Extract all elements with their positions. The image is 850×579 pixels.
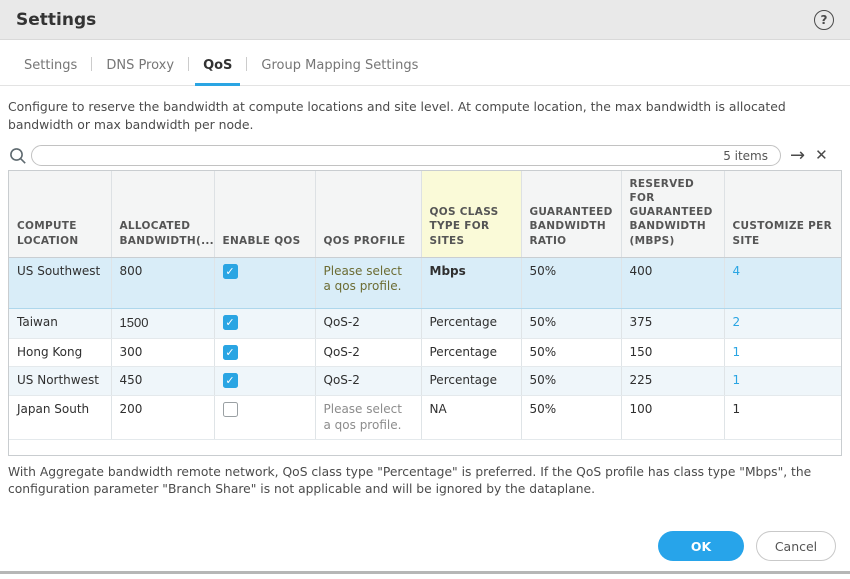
tab-dns-proxy[interactable]: DNS Proxy [106,58,175,73]
cell-allocated-bandwidth[interactable]: 1500 [119,314,149,330]
cell-guaranteed-ratio[interactable]: 50% [521,395,621,439]
enable-qos-checkbox[interactable] [223,345,238,360]
cell-qos-class-type[interactable]: Percentage [421,338,521,367]
cell-customize-per-site: 1 [724,395,841,439]
cell-allocated-bandwidth[interactable]: 800 [111,257,214,308]
table-empty-space [9,440,841,453]
cell-allocated-bandwidth[interactable]: 200 [111,395,214,439]
customize-per-site-link[interactable]: 1 [732,344,741,359]
help-icon[interactable]: ? [814,10,834,30]
tab-divider [91,57,92,71]
cell-reserved-bandwidth: 150 [621,338,724,367]
enable-qos-checkbox[interactable] [223,402,238,417]
table-row[interactable] [9,257,841,308]
col-qos-profile: QOS PROFILE [315,171,421,257]
enable-qos-checkbox[interactable] [223,315,238,330]
table-row[interactable] [9,308,841,338]
clear-filter-close-icon[interactable]: ✕ [815,146,828,165]
cell-qos-class-type[interactable]: Percentage [421,367,521,396]
col-reserved-guaranteed-bandwidth: RESERVED FOR GUARANTEED BANDWIDTH (MBPS) [621,171,724,257]
qos-table [8,170,842,456]
tab-divider [246,57,247,71]
cell-compute-location: Japan South [9,395,111,439]
enable-qos-checkbox[interactable] [223,264,238,279]
cell-qos-profile[interactable]: QoS-2 [315,338,421,367]
tab-settings[interactable]: Settings [24,58,78,73]
cell-qos-class-type[interactable]: Percentage [421,308,521,338]
enable-qos-checkbox[interactable] [223,373,238,388]
col-compute-location: COMPUTE LOCATION [9,171,111,257]
items-count-badge: 5 items [723,148,768,163]
cell-guaranteed-ratio[interactable]: 50% [521,308,621,338]
customize-per-site-link[interactable]: 1 [732,373,741,388]
dialog-actions [658,531,836,561]
cell-compute-location: Taiwan [9,308,111,338]
description-text: Configure to reserve the bandwidth at compute locations and site level. At compute location, the max bandwidth is allocated bandwidth or max bandwidth per node. [8,99,786,132]
search-icon [8,146,28,166]
title-bar [0,0,850,40]
table-header-row [9,171,841,257]
apply-filter-arrow-icon[interactable]: → [790,144,806,166]
cell-qos-class-type[interactable]: Mbps [429,263,466,278]
table-row[interactable] [9,338,841,367]
cell-qos-profile[interactable]: Please select a qos profile. [323,263,402,294]
footnote-text: With Aggregate bandwidth remote network, QoS class type "Percentage" is preferred. If the QoS profile has class type "Mbps", the configuration parameter "Branch Share" is not applicable and will be ignored by the dataplane. [8,464,812,497]
tab-divider [188,57,189,71]
cancel-button[interactable]: Cancel [756,531,836,561]
tab-qos[interactable]: QoS [195,58,240,86]
cell-reserved-bandwidth: 225 [621,367,724,396]
table-row[interactable] [9,367,841,396]
search-input[interactable] [44,149,723,163]
bottom-divider [0,571,850,574]
search-row [8,144,842,168]
table-row[interactable] [9,395,841,439]
cell-allocated-bandwidth[interactable]: 300 [111,338,214,367]
ok-button[interactable]: OK [658,531,744,561]
cell-qos-profile[interactable]: Please select a qos profile. [323,401,402,432]
cell-qos-class-type[interactable]: NA [421,395,521,439]
customize-per-site-link[interactable]: 2 [732,314,741,329]
dialog-title: Settings [16,9,97,30]
tab-group-mapping-settings[interactable]: Group Mapping Settings [261,58,419,73]
cell-compute-location: US Southwest [9,257,111,308]
col-guaranteed-bandwidth-ratio: GUARANTEED BANDWIDTH RATIO [521,171,621,257]
search-input-container [31,145,781,166]
cell-compute-location: Hong Kong [9,338,111,367]
cell-reserved-bandwidth: 400 [621,257,724,308]
col-qos-class-type: QOS CLASS TYPE FOR SITES [421,171,521,257]
tab-bar [0,40,850,86]
col-enable-qos: ENABLE QOS [214,171,315,257]
customize-per-site-link[interactable]: 4 [732,263,741,278]
col-customize-per-site: CUSTOMIZE PER SITE [724,171,841,257]
col-allocated-bandwidth: ALLOCATED BANDWIDTH(... [111,171,214,257]
cell-compute-location: US Northwest [9,367,111,396]
cell-guaranteed-ratio[interactable]: 50% [521,257,621,308]
cell-guaranteed-ratio[interactable]: 50% [521,338,621,367]
cell-allocated-bandwidth[interactable]: 450 [111,367,214,396]
cell-guaranteed-ratio[interactable]: 50% [521,367,621,396]
cell-reserved-bandwidth: 375 [621,308,724,338]
cell-qos-profile[interactable]: QoS-2 [315,308,421,338]
cell-qos-profile[interactable]: QoS-2 [315,367,421,396]
cell-reserved-bandwidth: 100 [621,395,724,439]
